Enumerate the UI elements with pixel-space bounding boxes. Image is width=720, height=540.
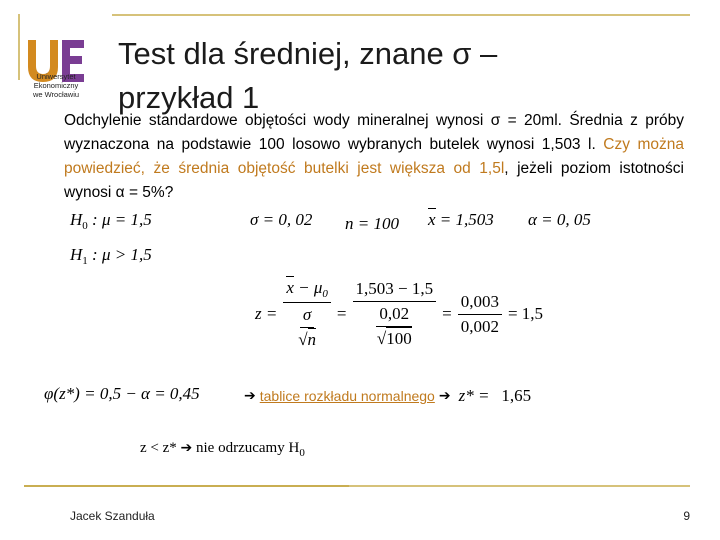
f2-den-sqrt: 100: [386, 329, 412, 348]
h0-condition: : μ = 1,5: [87, 210, 152, 229]
statement-plain-2: , jeżeli poziom istotności wynosi α = 5%?: [64, 160, 684, 201]
hypothesis-h0: [70, 210, 152, 232]
title-line-1: Test dla średniej, znane σ –: [118, 36, 498, 71]
title-line-2: przykład 1: [118, 80, 260, 115]
param-sigma: σ = 0, 02: [250, 210, 313, 229]
hypothesis-h1: [70, 245, 152, 267]
top-divider: [112, 14, 690, 16]
h1-condition: : μ > 1,5: [87, 245, 152, 264]
conclusion-decision: nie odrzucamy H: [192, 440, 300, 456]
num-minus-mu: − μ: [293, 278, 323, 297]
sqrt-icon: √: [376, 329, 387, 348]
den-sigma: σ: [300, 305, 314, 328]
param-n: n = 100: [345, 214, 399, 233]
h1-symbol: H: [70, 245, 83, 264]
z-fraction-symbolic: [283, 278, 331, 350]
statement-plain-1: Odchylenie standardowe objętości wody mineralnej wynosi σ = 20ml. Średnia z próby wyznaczona na podstawie 100 losowo wybranych butelek wynosi 1,503 l.: [64, 112, 684, 153]
conclusion: [140, 440, 305, 459]
f2-den-sigma: 0,02: [376, 304, 412, 327]
xbar-value: = 1,503: [435, 210, 494, 229]
bottom-divider-accent: [24, 485, 349, 487]
slide-title: [118, 32, 678, 120]
logo-line-1: Uniwersytet: [36, 72, 76, 81]
normal-table-link[interactable]: tablice rozkładu normalnego: [259, 388, 435, 404]
z-fraction-simplified: [458, 292, 502, 337]
num-xbar: x: [286, 278, 294, 297]
param-xbar: [428, 210, 494, 230]
zstar-value: 1,65: [501, 386, 532, 405]
conclusion-subscript: 0: [299, 447, 305, 459]
z-formula: [255, 278, 543, 350]
conclusion-comparison: z < z*: [140, 440, 177, 456]
arrow-right-icon: ➔: [244, 388, 256, 404]
num-mu-subscript: 0: [322, 288, 328, 300]
f2-numerator: 1,503 − 1,5: [353, 279, 437, 302]
footer-author: Jacek Szanduła: [70, 509, 155, 523]
left-divider: [18, 14, 20, 80]
h1-subscript: 1: [82, 255, 88, 267]
phi-equation: φ(z*) = 0,5 − α = 0,45: [44, 384, 200, 403]
param-alpha: α = 0, 05: [528, 210, 591, 229]
z-fraction-numeric: [353, 279, 437, 349]
equals-1: =: [336, 304, 347, 323]
f3-denominator: 0,002: [460, 316, 499, 336]
z-result: = 1,5: [507, 304, 544, 323]
arrow-right-icon: ➔: [180, 440, 193, 456]
zstar-label: z* =: [458, 386, 490, 405]
xbar-symbol: x: [428, 210, 436, 229]
logo-text: [22, 72, 90, 99]
arrow-right-icon: ➔: [438, 388, 451, 404]
f3-numerator: 0,003: [458, 292, 502, 315]
page-number: 9: [683, 509, 690, 523]
h0-subscript: 0: [82, 220, 88, 232]
den-sqrt-n: n: [307, 330, 317, 349]
problem-statement: [64, 109, 684, 205]
logo-line-2: Ekonomiczny: [33, 81, 79, 90]
equals-2: =: [442, 304, 452, 323]
statement-question: Czy można powiedzieć, że średnia objętość butelki jest większa od 1,5l: [64, 136, 684, 177]
h0-symbol: H: [70, 210, 83, 229]
sqrt-icon: √: [298, 330, 308, 349]
critical-value-row: [244, 386, 531, 406]
z-equals: z =: [255, 304, 278, 323]
logo-line-3: we Wrocławiu: [32, 90, 80, 99]
